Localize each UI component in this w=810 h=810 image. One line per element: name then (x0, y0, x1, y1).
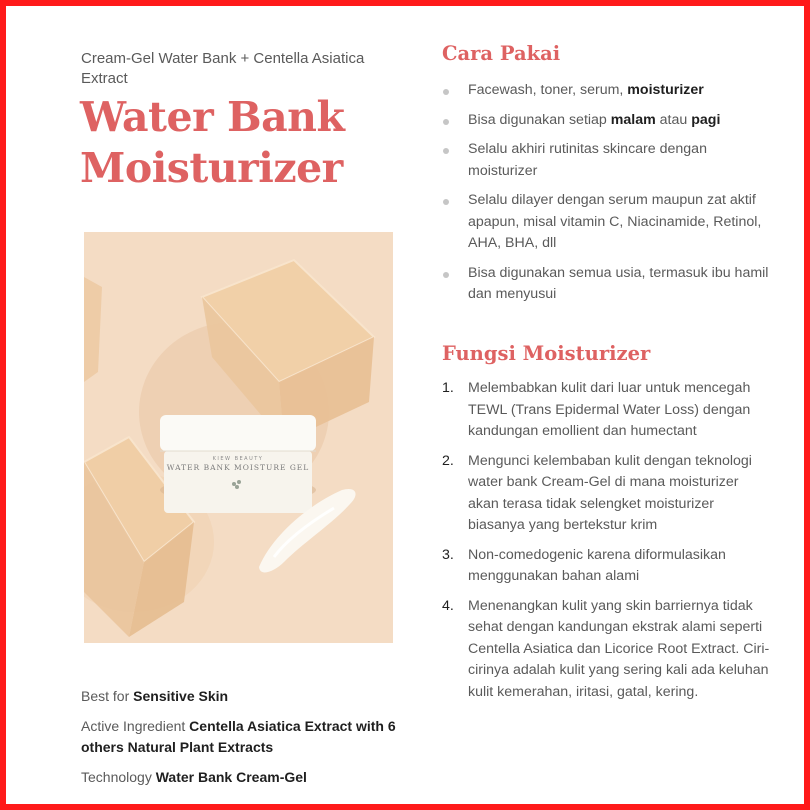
jar-name: WATER BANK MOISTURE GEL (166, 463, 310, 472)
bullet-dot-icon (443, 119, 449, 125)
cara-pakai-list (442, 80, 772, 314)
list-item: Bisa digunakan semua usia, termasuk ibu hamil dan menyusui (442, 263, 772, 306)
bullet-dot-icon (443, 199, 449, 205)
spec-technology: Technology Water Bank Cream-Gel (81, 769, 307, 785)
bullet-dot-icon (443, 272, 449, 278)
product-illustration (84, 232, 393, 643)
spec-active-ingredient: Active Ingredient Centella Asiatica Extract with 6 others Natural Plant Extracts (81, 718, 396, 755)
list-item: Bisa digunakan setiap malam atau pagi (442, 110, 772, 132)
list-item: 3. Non-comedogenic karena diformulasikan menggunakan bahan alami (442, 546, 726, 584)
jar-brand: KIEW BEAUTY (212, 456, 264, 462)
product-subtitle: Cream-Gel Water Bank + Centella Asiatica Extract (81, 50, 365, 87)
product-specs (81, 686, 401, 797)
product-title: Water Bank Moisturizer (80, 93, 345, 192)
fungsi-heading: Fungsi Moisturizer (442, 342, 651, 365)
list-item: Selalu akhiri rutinitas skincare dengan moisturizer (442, 139, 772, 182)
cara-pakai-heading: Cara Pakai (442, 42, 561, 65)
list-item: 2. Mengunci kelembaban kulit dengan teknologi water bank Cream-Gel di mana moisturizer akan terasa tidak selengket moisturizer biasanya yang bertekstur krim (442, 452, 752, 533)
spec-best-for: Best for Sensitive Skin (81, 688, 229, 704)
list-item: Facewash, toner, serum, moisturizer (442, 80, 772, 102)
list-item: 4. Menenangkan kulit yang skin barriernya tidak sehat dengan kandungan ekstrak alami seperti Centella Asiatica dan Licorice Root Extract. Ciri-cirinya adalah kulit yang sering kali ada keluhan kulit kemerahan, iritasi, gatal, kering. (442, 597, 770, 700)
product-photo (84, 232, 393, 643)
list-item: Selalu dilayer dengan serum maupun zat aktif apapun, misal vitamin C, Niacinamide, Retinol, AHA, BHA, dll (442, 190, 772, 255)
list-item: 1. Melembabkan kulit dari luar untuk mencegah TEWL (Trans Epidermal Water Loss) dengan kandungan emollient dan humectant (442, 380, 751, 439)
bullet-dot-icon (443, 148, 449, 154)
fungsi-list (442, 378, 772, 711)
bullet-dot-icon (443, 89, 449, 95)
